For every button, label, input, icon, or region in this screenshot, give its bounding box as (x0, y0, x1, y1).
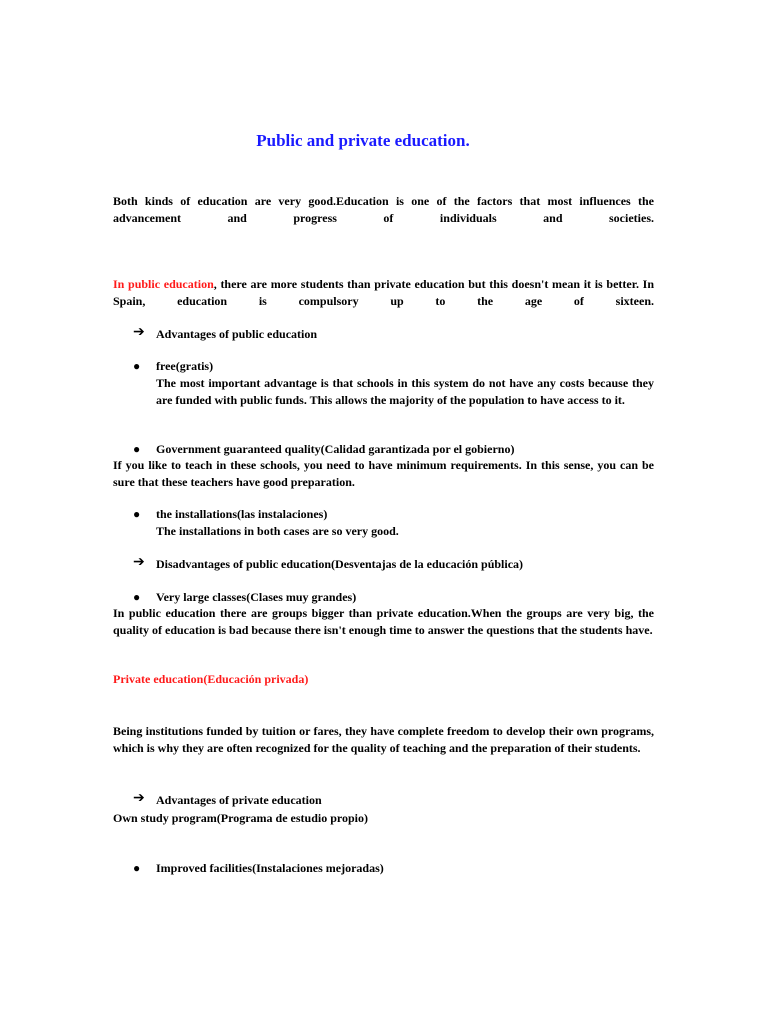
large-classes-paragraph: In public education there are groups bigger than private education.When the groups are very big, the quality of education is bad because there isn't enough time to answer the questions that the students have. (113, 606, 654, 637)
bullet-icon: ● (133, 861, 141, 875)
advantages-private-heading: Advantages of private education (156, 793, 322, 807)
bullet-icon: ● (133, 359, 141, 373)
own-study-program: Own study program(Programa de estudio propio) (113, 811, 369, 825)
large-classes-heading: Very large classes(Clases muy grandes) (156, 590, 357, 604)
page-title: Public and private education. (256, 131, 470, 150)
intro-paragraph (113, 193, 654, 243)
free-paragraph: The most important advantage is that schools in this system do not have any costs because they are funded with public funds. This allows the majority of the population to have access to it. (156, 376, 654, 407)
public-education-highlight: In public education (113, 277, 214, 291)
quality-heading: Government guaranteed quality(Calidad garantizada por el gobierno) (156, 442, 515, 456)
arrow-icon: ➔ (133, 791, 145, 806)
private-education-heading: Private education(Educación privada) (113, 672, 309, 686)
arrow-icon: ➔ (133, 325, 145, 340)
public-education-paragraph (113, 276, 654, 326)
disadvantages-public-heading: Disadvantages of public education(Desventajas de la educación pública) (156, 557, 524, 571)
bullet-icon: ● (133, 590, 141, 604)
private-education-paragraph: Being institutions funded by tuition or fares, they have complete freedom to develop their own programs, which is why they are often recognized for the quality of teaching and the preparation of their students. (113, 724, 654, 755)
intro-text: Both kinds of education are very good.Education is one of the factors that most influences the advancement and progress of individuals and societies. (113, 194, 654, 225)
public-education-text: , there are more students than private education but this doesn't mean it is better. In Spain, education is compulsory up to the age of sixteen. (113, 277, 654, 308)
installations-heading: the installations(las instalaciones) (156, 507, 328, 521)
bullet-icon: ● (133, 507, 141, 521)
improved-facilities-heading: Improved facilities(Instalaciones mejoradas) (156, 861, 384, 875)
free-heading: free(gratis) (156, 359, 214, 373)
installations-paragraph: The installations in both cases are so very good. (156, 524, 399, 538)
bullet-icon: ● (133, 442, 141, 456)
quality-paragraph: If you like to teach in these schools, you need to have minimum requirements. In this sense, you can be sure that these teachers have good preparation. (113, 458, 654, 489)
arrow-icon: ➔ (133, 555, 145, 570)
advantages-public-heading: Advantages of public education (156, 327, 318, 341)
